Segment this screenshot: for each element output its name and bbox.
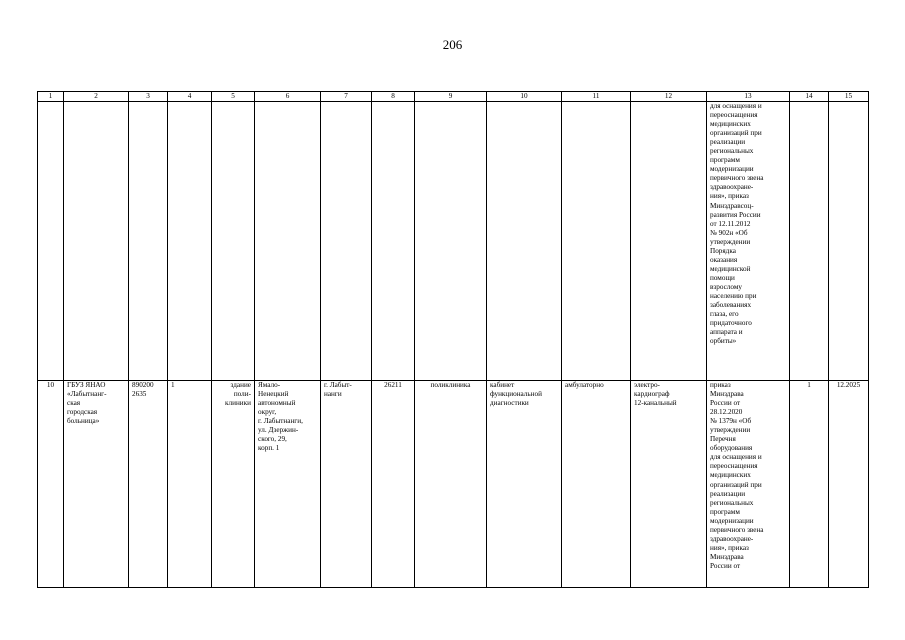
column-number: 12 bbox=[631, 92, 707, 102]
cell-row-number: 10 bbox=[38, 381, 64, 588]
cell-empty bbox=[255, 102, 321, 381]
cell-text-line: городская bbox=[67, 408, 98, 417]
cell-text-line: больница» bbox=[67, 417, 100, 426]
cell-text-line: г. Лабытнанги, bbox=[258, 417, 303, 426]
cell-text-line: России от bbox=[710, 561, 741, 570]
cell-text-line: глаза, его bbox=[710, 310, 739, 319]
cell-text-line: здравоохране- bbox=[710, 183, 754, 192]
cell-text-line: придаточного bbox=[710, 319, 752, 328]
cell-text-line: заболеваниях bbox=[710, 301, 752, 310]
cell-empty bbox=[829, 102, 869, 381]
cell-text-line: реализации bbox=[710, 489, 746, 498]
cell-text-line: Ямало- bbox=[258, 381, 281, 389]
cell-text-line: медицинских bbox=[710, 120, 751, 129]
cell-empty bbox=[372, 102, 415, 381]
cell-text-line: ского, 29, bbox=[258, 435, 287, 444]
cell-unit-type: поликлиника bbox=[415, 381, 487, 588]
cell-text-line: функциональной bbox=[490, 390, 542, 399]
cell-deadline: 12.2025 bbox=[829, 381, 869, 588]
column-number: 2 bbox=[64, 92, 129, 102]
cell-text-line: здравоохране- bbox=[710, 534, 754, 543]
cell-text-line: для оснащения и bbox=[710, 102, 762, 110]
column-number-row bbox=[38, 92, 869, 102]
cell-text-line: ния», приказ bbox=[710, 192, 749, 201]
cell-text-line: от 12.11.2012 bbox=[710, 219, 751, 228]
cell-text-line: первичного звена bbox=[710, 525, 764, 534]
column-number: 11 bbox=[562, 92, 631, 102]
cell-empty bbox=[790, 102, 829, 381]
cell-text-line: Перечня bbox=[710, 435, 736, 444]
cell-text-line: аппарата и bbox=[710, 328, 743, 337]
cell-code: 26211 bbox=[372, 381, 415, 588]
cell-text-line: для оснащения и bbox=[710, 453, 762, 462]
cell-text-line: 12-канальный bbox=[634, 399, 677, 408]
cell-text-line: ния», приказ bbox=[710, 543, 749, 552]
cell-text-line: переоснащения bbox=[710, 111, 758, 120]
cell-city bbox=[321, 381, 372, 588]
cell-care-mode: амбулаторно bbox=[562, 381, 631, 588]
cell-text-line: 2635 bbox=[132, 390, 147, 399]
cell-text-line: утверждении bbox=[710, 237, 751, 246]
column-number: 4 bbox=[168, 92, 212, 102]
column-number: 5 bbox=[212, 92, 255, 102]
cell-legal-basis bbox=[707, 381, 790, 588]
cell-text-line: Минздрава bbox=[710, 552, 744, 561]
cell-text-line: клиники bbox=[225, 399, 251, 408]
cell-equipment bbox=[631, 381, 707, 588]
cell-text-line: организаций при bbox=[710, 129, 762, 138]
cell-text-line: населению при bbox=[710, 291, 757, 300]
cell-text-line: Ненецкий bbox=[258, 390, 289, 399]
cell-empty bbox=[562, 102, 631, 381]
cell-text-line: Порядка bbox=[710, 246, 736, 255]
cell-text-line: помощи bbox=[710, 273, 735, 282]
cell-text-line: округ, bbox=[258, 408, 277, 417]
cell-text-line: ул. Дзержин- bbox=[258, 426, 299, 435]
cell-text-line: организаций при bbox=[710, 480, 762, 489]
cell-text-line: первичного звена bbox=[710, 174, 764, 183]
table-row bbox=[38, 102, 869, 381]
cell-department bbox=[487, 381, 562, 588]
cell-empty bbox=[129, 102, 168, 381]
cell-text-line: Минздрава bbox=[710, 390, 744, 399]
cell-text-line: № 902н «Об bbox=[710, 228, 748, 237]
column-number: 9 bbox=[415, 92, 487, 102]
column-number: 13 bbox=[707, 92, 790, 102]
cell-inn bbox=[129, 381, 168, 588]
column-number: 6 bbox=[255, 92, 321, 102]
cell-empty bbox=[168, 102, 212, 381]
cell-text-line: кабинет bbox=[490, 381, 515, 389]
column-number: 8 bbox=[372, 92, 415, 102]
column-number: 7 bbox=[321, 92, 372, 102]
cell-text-line: автономный bbox=[258, 399, 296, 408]
column-number: 14 bbox=[790, 92, 829, 102]
cell-text-line: утверждении bbox=[710, 426, 751, 435]
equipment-table bbox=[37, 91, 869, 588]
cell-legal-basis bbox=[707, 102, 790, 381]
cell-text-line: нанги bbox=[324, 390, 342, 399]
cell-text-line: «Лабытнанг- bbox=[67, 390, 107, 399]
cell-empty bbox=[487, 102, 562, 381]
cell-text-line: переоснащения bbox=[710, 462, 758, 471]
cell-count: 1 bbox=[168, 381, 212, 588]
cell-text-line: орбиты» bbox=[710, 337, 737, 346]
cell-text-line: № 1379н «Об bbox=[710, 417, 752, 426]
column-number: 3 bbox=[129, 92, 168, 102]
cell-text-line: оказания bbox=[710, 255, 738, 264]
cell-building bbox=[212, 381, 255, 588]
table-row bbox=[38, 381, 869, 588]
cell-empty bbox=[64, 102, 129, 381]
cell-empty bbox=[38, 102, 64, 381]
cell-text-line: реализации bbox=[710, 138, 746, 147]
cell-text-line: оборудования bbox=[710, 444, 753, 453]
cell-text-line: г. Лабыт- bbox=[324, 381, 352, 389]
cell-text-line: программ bbox=[710, 156, 740, 165]
cell-empty bbox=[415, 102, 487, 381]
cell-text-line: 28.12.2020 bbox=[710, 408, 743, 417]
cell-text-line: приказ bbox=[710, 381, 731, 389]
cell-empty bbox=[212, 102, 255, 381]
cell-text-line: взрослому bbox=[710, 282, 742, 291]
cell-text-line: медицинских bbox=[710, 471, 751, 480]
cell-organization bbox=[64, 381, 129, 588]
cell-text-line: модернизации bbox=[710, 516, 754, 525]
cell-address bbox=[255, 381, 321, 588]
cell-empty bbox=[631, 102, 707, 381]
cell-text-line: региональных bbox=[710, 498, 754, 507]
cell-text-line: России от bbox=[710, 399, 741, 408]
cell-text-line: программ bbox=[710, 507, 740, 516]
cell-quantity: 1 bbox=[790, 381, 829, 588]
cell-text-line: медицинской bbox=[710, 264, 751, 273]
cell-text-line: кардиограф bbox=[634, 390, 670, 399]
cell-text-line: развития России bbox=[710, 210, 761, 219]
cell-text-line: ГБУЗ ЯНАО bbox=[67, 381, 106, 389]
cell-text-line: региональных bbox=[710, 147, 754, 156]
cell-text-line: электро- bbox=[634, 381, 660, 389]
cell-text-line: поли- bbox=[233, 390, 251, 399]
cell-text-line: модернизации bbox=[710, 165, 754, 174]
cell-text-line: диагностики bbox=[490, 399, 529, 408]
cell-text-line: корп. 1 bbox=[258, 444, 280, 453]
cell-text-line: здание bbox=[230, 381, 251, 389]
page-number: 206 bbox=[442, 37, 463, 52]
cell-empty bbox=[321, 102, 372, 381]
cell-text-line: ская bbox=[67, 399, 81, 408]
cell-text-line: Минздравсоц- bbox=[710, 201, 754, 210]
column-number: 1 bbox=[38, 92, 64, 102]
column-number: 10 bbox=[487, 92, 562, 102]
cell-text-line: 890200 bbox=[132, 381, 154, 389]
column-number: 15 bbox=[829, 92, 869, 102]
